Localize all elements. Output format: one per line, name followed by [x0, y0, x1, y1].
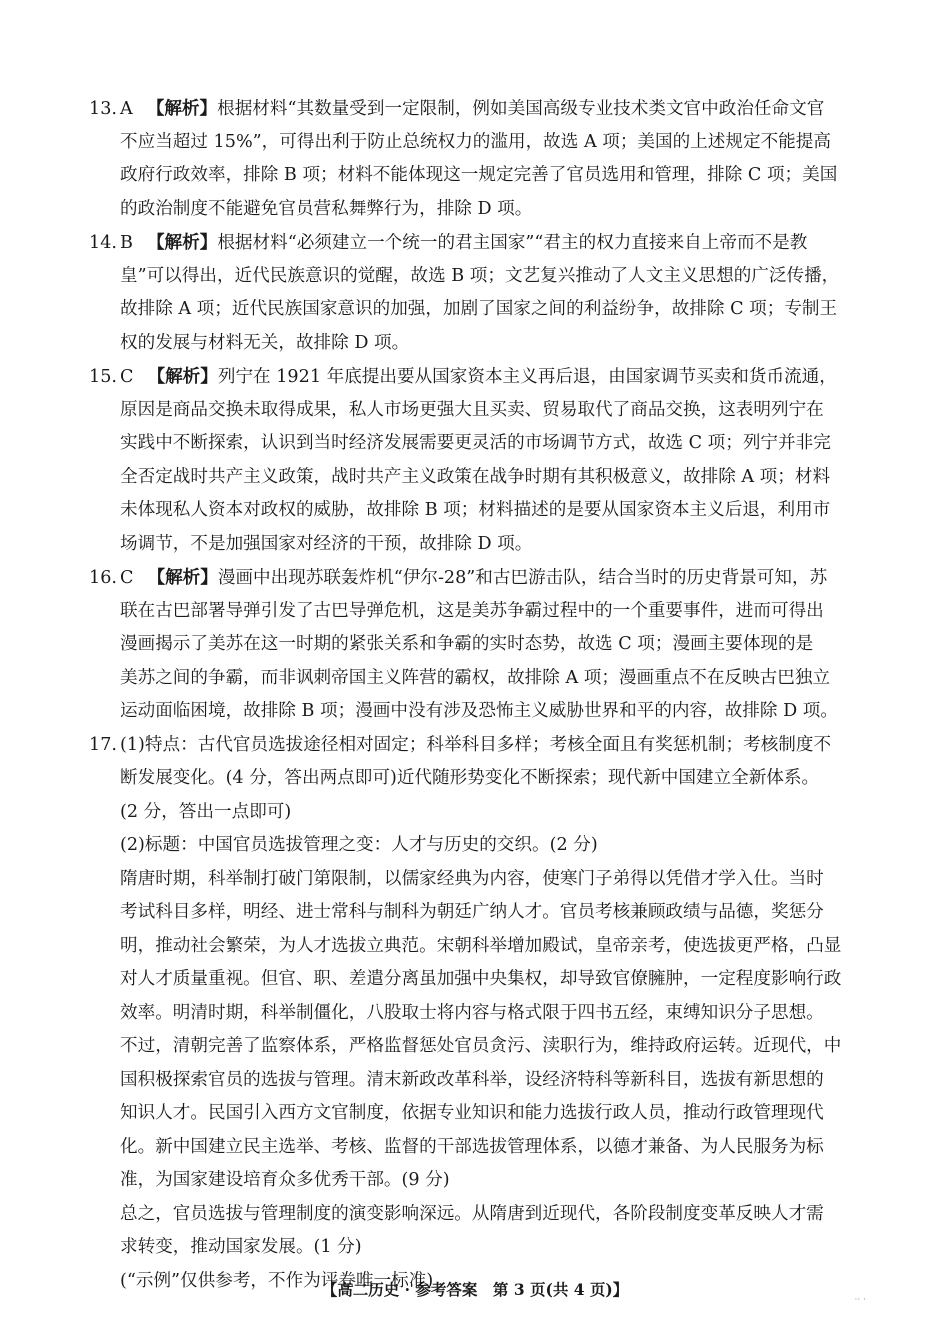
question-number: 17. [89, 734, 117, 755]
answer-letter: B [120, 233, 133, 253]
part1-text: 断发展变化。(4 分，答出两点即可)近代随形势变化不断探索；现代新中国建立全新体系。 [120, 768, 820, 788]
summary-text: 求转变，推动国家发展。(1 分) [120, 1237, 362, 1257]
analysis-text: 联在古巴部署导弹引发了古巴导弹危机，这是美苏争霸过程中的一个重要事件，进而可得出 [120, 600, 824, 621]
scoring-note: (“示例”仅供参考，不作为评卷唯一标准) [120, 1270, 434, 1291]
question-number: 16. [89, 568, 117, 588]
part1-text: (2 分，答出一点即可) [120, 801, 292, 822]
question-number: 13. [89, 99, 117, 119]
essay-text: 国积极探索官员的选拔与管理。清末新政改革科举，设经济特科等新科目，选拔有新思想的 [120, 1069, 824, 1090]
analysis-text: 故排除 A 项；近代民族国家意识的加强，加剧了国家之间的利益纷争，故排除 C 项；专制王 [120, 299, 838, 319]
question-line [89, 561, 867, 595]
analysis-text: 原因是商品交换未取得成果，私人市场更强大且买卖、贸易取代了商品交换，这表明列宁在 [120, 399, 824, 420]
part1-text: (1)特点：古代官员选拔途径相对固定；科举科目多样；考核全面且有奖惩机制；考核制度不 [120, 734, 832, 755]
answer-letter: C [120, 367, 134, 387]
analysis-text: 列宁在 1921 年底提出要从国家资本主义再后退，由国家调节买卖和货币流通， [217, 367, 837, 387]
summary-text: 总之，官员选拔与管理制度的演变影响深远。从隋唐到近现代，各阶段制度变革反映人才需 [120, 1203, 824, 1224]
question-line [89, 729, 867, 763]
analysis-text: 权的发展与材料无关，故排除 D 项。 [120, 332, 410, 353]
corner-mark: ·· · [854, 1295, 866, 1305]
question-14 [89, 226, 867, 360]
question-13 [89, 92, 867, 226]
answer-letter: A [120, 99, 133, 119]
analysis-text: 运动面临困境，故排除 B 项；漫画中没有涉及恐怖主义威胁世界和平的内容，故排除 D 项。 [120, 701, 838, 721]
question-number: 14. [89, 233, 117, 253]
essay-text: 知识人才。民国引入西方文官制度，依据专业知识和能力选拔行政人员，推动行政管理现代 [120, 1103, 824, 1123]
analysis-text: 政府行政效率，排除 B 项；材料不能体现这一规定完善了官员选用和管理，排除 C 项；美国 [120, 165, 838, 185]
analysis-text: 的政治制度不能避免官员营私舞弊行为，排除 D 项。 [120, 198, 533, 219]
question-17 [89, 729, 867, 1299]
answer-key-page [89, 92, 867, 1298]
analysis-text: 全否定战时共产主义政策，战时共产主义政策在战争时期有其积极意义，故排除 A 项；材料 [120, 466, 831, 487]
analysis-text: 根据材料“必须建立一个统一的君主国家”“君主的权力直接来自上帝而不是教 [217, 233, 808, 253]
essay-text: 考试科目多样，明经、进士常科与制科为朝廷广纳人才。官员考核兼顾政绩与品德，奖惩分 [120, 902, 824, 922]
analysis-text: 实践中不断探索，认识到当时经济发展需要更灵活的市场调节方式，故选 C 项；列宁并非完 [120, 433, 831, 453]
analysis-text: 根据材料“其数量受到一定限制，例如美国高级专业技术类文官中政治任命文官 [217, 99, 825, 119]
question-line [89, 92, 867, 126]
essay-text: 准，为国家建设培育众多优秀干部。(9 分) [120, 1170, 450, 1190]
part2-title: (2)标题：中国官员选拔管理之变：人才与历史的交织。(2 分) [120, 835, 598, 855]
essay-text: 化。新中国建立民主选举、考核、监督的干部选拔管理体系，以德才兼备、为人民服务为标 [120, 1136, 824, 1157]
analysis-label: 【解析】 [146, 98, 218, 119]
answer-letter: C [120, 568, 134, 588]
analysis-label: 【解析】 [147, 366, 218, 387]
essay-text: 效率。明清时期，科举制僵化，八股取士将内容与格式限于四书五经，束缚知识分子思想。 [120, 1002, 824, 1023]
essay-text: 明，推动社会繁荣，为人才选拔立典范。宋朝科举增加殿试，皇帝亲考，使选拔更严格，凸显 [120, 935, 842, 956]
essay-text: 对人才质量重视。但官、职、差遣分离虽加强中央集权，却导致官僚臃肿，一定程度影响行政 [120, 969, 842, 989]
analysis-text: 未体现私人资本对政权的威胁，故排除 B 项；材料描述的是要从国家资本主义后退，利用市 [120, 500, 831, 520]
analysis-text: 场调节，不是加强国家对经济的干预，故排除 D 项。 [120, 533, 533, 554]
analysis-label: 【解析】 [146, 232, 218, 253]
analysis-text: 漫画揭示了美苏在这一时期的紧张关系和争霸的实时态势，故选 C 项；漫画主要体现的是 [120, 634, 814, 654]
analysis-text: 漫画中出现苏联轰炸机“伊尔-28”和古巴游击队，结合当时的历史背景可知，苏 [217, 568, 828, 588]
analysis-text: 皇”可以得出，近代民族意识的觉醒，故选 B 项；文艺复兴推动了人文主义思想的广泛传播， [120, 265, 840, 286]
page-footer: 【高二历史 · 参考答案 第 3 页(共 4 页)】 [321, 1280, 629, 1299]
analysis-text: 不应当超过 15%”，可得出利于防止总统权力的滥用，故选 A 项；美国的上述规定不能提高 [120, 131, 831, 152]
essay-text: 隋唐时期，科举制打破门第限制，以儒家经典为内容，使寒门子弟得以凭借才学入仕。当时 [120, 868, 824, 889]
question-15 [89, 360, 867, 561]
question-16 [89, 561, 867, 729]
question-number: 15. [89, 367, 117, 387]
question-line [89, 360, 867, 394]
essay-text: 不过，清朝完善了监察体系，严格监督惩处官员贪污、渎职行为，维持政府运转。近现代，中 [120, 1036, 842, 1056]
analysis-text: 美苏之间的争霸，而非讽刺帝国主义阵营的霸权，故排除 A 项；漫画重点不在反映古巴独立 [120, 667, 831, 688]
analysis-label: 【解析】 [147, 567, 218, 588]
question-line [89, 226, 867, 260]
